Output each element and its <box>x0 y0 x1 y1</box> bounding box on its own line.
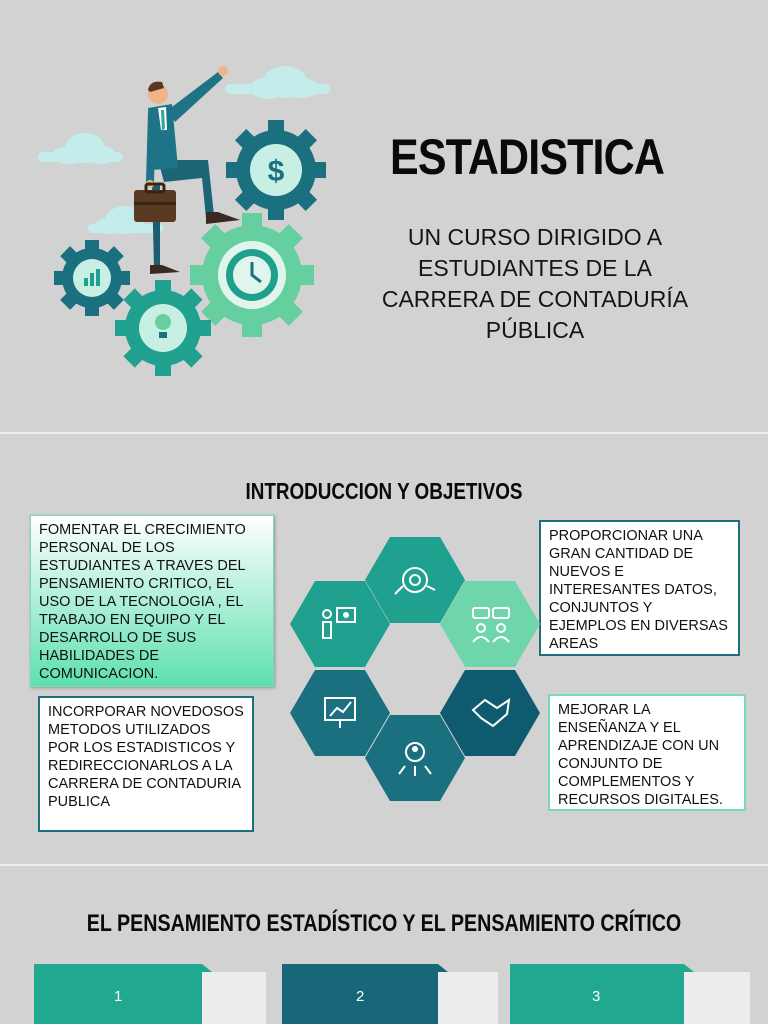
objective-box-2: INCORPORAR NOVEDOSOS METODOS UTILIZADOS POR LOS ESTADISTICOS Y REDIRECCIONARLOS A LA CARRERA DE CONTADURIA PUBLICA <box>38 696 254 832</box>
title-slide <box>0 0 768 432</box>
objective-box-4: MEJORAR LA ENSEÑANZA Y EL APRENDIZAJE CON UN CONJUNTO DE COMPLEMENTOS Y RECURSOS DIGITALES. <box>548 694 746 811</box>
objective-box-3: PROPORCIONAR UNA GRAN CANTIDAD DE NUEVOS E INTERESANTES DATOS, CONJUNTOS Y EJEMPLOS EN DIVERSAS AREAS <box>539 520 740 656</box>
objective-box-1: FOMENTAR EL CRECIMIENTO PERSONAL DE LOS ESTUDIANTES A TRAVES DEL PENSAMIENTO CRITICO, EL USO DE LA TECNOLOGIA , EL TRABAJO EN EQUIPO Y EL DESARROLLO DE SUS HABILIDADES DE COMUNICACION. <box>30 515 274 687</box>
step-number-1: 1 <box>114 988 123 1005</box>
step-card-2 <box>282 964 498 1024</box>
step-card-3 <box>510 964 750 1024</box>
step-number-3: 3 <box>592 988 601 1005</box>
page-title: ESTADISTICA <box>390 129 665 185</box>
thinking-heading: EL PENSAMIENTO ESTADÍSTICO Y EL PENSAMIENTO CRÍTICO <box>86 910 682 937</box>
businessman-gears-illustration <box>30 50 360 432</box>
thinking-slide <box>0 866 768 1024</box>
gear-bulb-icon <box>115 280 211 376</box>
step-card-1 <box>34 964 266 1024</box>
svg-text:$: $ <box>267 155 285 188</box>
objectives-slide <box>0 434 768 864</box>
gear-clock-icon <box>190 213 314 337</box>
objectives-heading: INTRODUCCION Y OBJETIVOS <box>245 478 523 504</box>
cloud-icon <box>38 133 123 164</box>
step-number-2: 2 <box>356 988 365 1005</box>
course-subtitle: UN CURSO DIRIGIDO A ESTUDIANTES DE LA CARRERA DE CONTADURÍA PÚBLICA <box>381 224 689 343</box>
gear-chart-icon <box>54 240 130 316</box>
hexagon-cycle-diagram <box>285 534 545 814</box>
cloud-icon <box>225 66 330 99</box>
gear-dollar-icon <box>226 120 326 220</box>
